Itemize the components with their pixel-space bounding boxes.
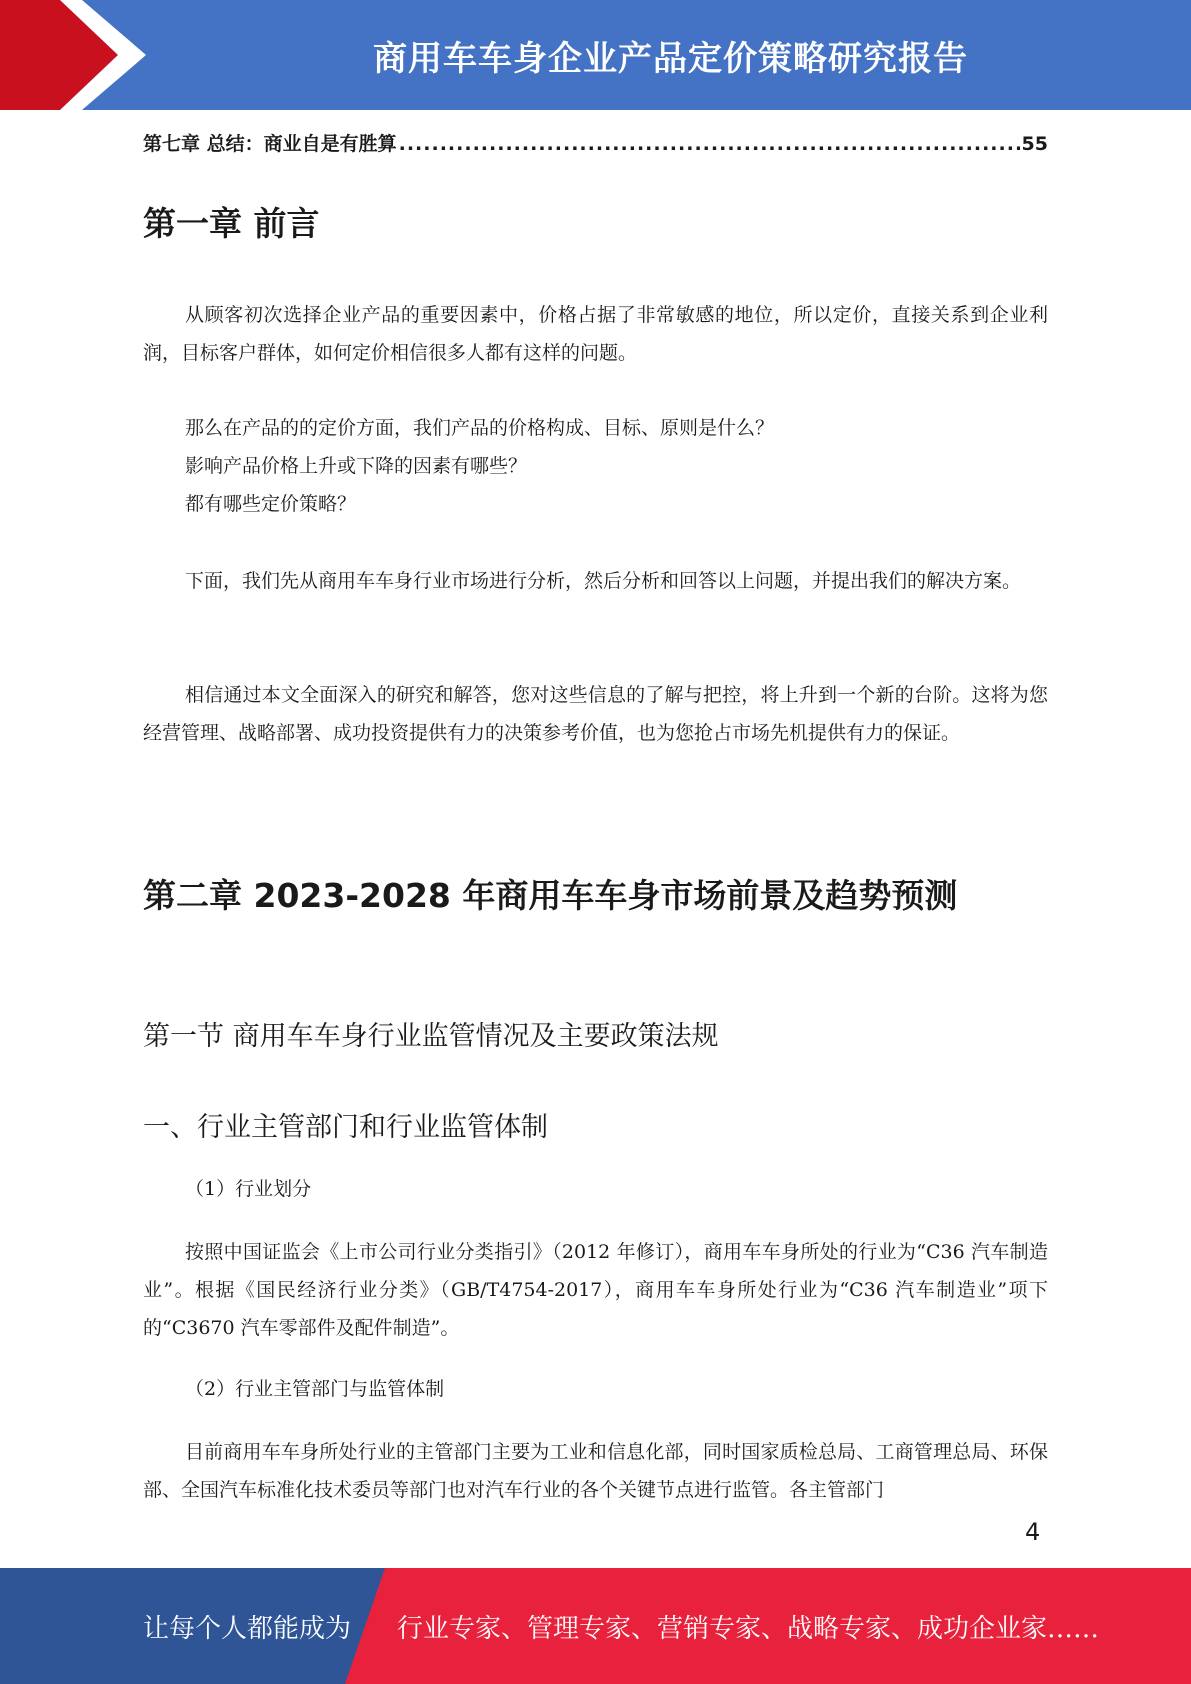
report-header [0,0,1191,110]
chapter-1-paragraph-3: 相信通过本文全面深入的研究和解答，您对这些信息的了解与把控，将上升到一个新的台阶。这将为您经营管理、战略部署、成功投资提供有力的决策参考价值，也为您抢占市场先机提供有力的保证。 [143,684,1048,744]
item-1-paragraph: 按照中国证监会《上市公司行业分类指引》（2012 年修订），商用车车身所处的行业为“C36 汽车制造业”。根据《国民经济行业分类》（GB/T4754-2017），商用车车身所处行业为“C36 汽车制造业”项下的“C3670 汽车零部件及配件制造”。 [143,1241,1048,1339]
section-1-title: 第一节 商用车车身行业监管情况及主要政策法规 [143,1021,719,1052]
header-arrow-decoration [0,0,160,110]
chapter-1-title: 第一章 前言 [143,204,320,243]
footer-slogan-right: 行业专家、管理专家、营销专家、战略专家、成功企业家…… [397,1613,1100,1644]
toc-entry-page: 55 [1021,133,1048,155]
question-3: 都有哪些定价策略？ [185,493,357,515]
report-footer [0,1568,1191,1684]
question-1: 那么在产品的的定价方面，我们产品的价格构成、目标、原则是什么？ [185,417,775,439]
item-1-label: （1）行业划分 [185,1178,312,1200]
report-title: 商用车车身企业产品定价策略研究报告 [373,38,968,79]
toc-entry[interactable] [143,129,1048,157]
toc-leader-dots [399,133,1020,155]
chapter-1-paragraph-2: 下面，我们先从商用车车身行业市场进行分析，然后分析和回答以上问题，并提出我们的解决方案。 [185,570,1022,592]
page-number: 4 [1025,1518,1041,1546]
footer-slogan-left: 让每个人都能成为 [143,1613,352,1644]
toc-entry-label: 第七章 总结：商业自是有胜算 [143,133,397,155]
subsection-1-title: 一、行业主管部门和行业监管体制 [143,1112,548,1143]
item-2-label: （2）行业主管部门与监管体制 [185,1378,445,1400]
chapter-2-title: 第二章 2023-2028 年商用车车身市场前景及趋势预测 [143,876,958,915]
chapter-1-paragraph-1: 从顾客初次选择企业产品的重要因素中，价格占据了非常敏感的地位，所以定价，直接关系到企业利润，目标客户群体，如何定价相信很多人都有这样的问题。 [143,304,1048,364]
item-2-paragraph: 目前商用车车身所处行业的主管部门主要为工业和信息化部，同时国家质检总局、工商管理总局、环保部、全国汽车标准化技术委员等部门也对汽车行业的各个关键节点进行监管。各主管部门 [143,1441,1048,1501]
question-2: 影响产品价格上升或下降的因素有哪些？ [185,455,528,477]
